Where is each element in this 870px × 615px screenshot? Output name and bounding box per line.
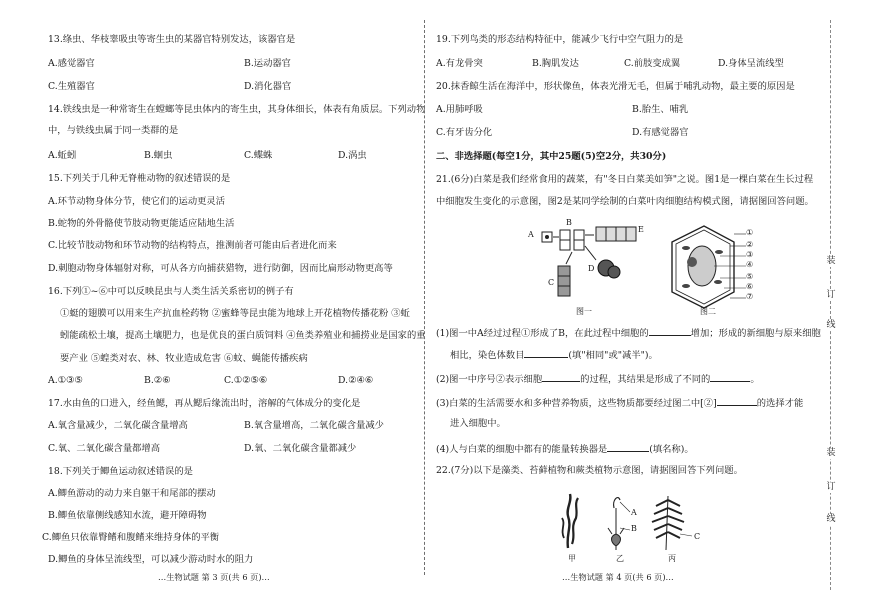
q20-option-c: C.有牙齿分化 xyxy=(436,127,493,138)
binding-mark-ding-2: 订 xyxy=(826,482,836,492)
q17-option-c: C.氧、二氧化碳含量都增高 xyxy=(48,443,161,454)
q21-sub1-blank-2[interactable] xyxy=(524,348,568,358)
q19-stem: 19.下列鸟类的形态结构特征中，能减少飞行中空气阻力的是 xyxy=(436,34,684,45)
q22-label-yi: 乙 xyxy=(616,554,624,563)
figure-1-svg xyxy=(536,222,656,312)
q21-sub4-text-b: (填名称)。 xyxy=(649,444,694,455)
q20-option-a: A.用肺呼吸 xyxy=(436,104,483,115)
q17-option-d: D.氧、二氧化碳含量都减少 xyxy=(244,443,357,454)
fig2-label-4: ④ xyxy=(746,260,754,269)
fig1-label-b: B xyxy=(566,218,572,227)
q22-stem: 22.(7分)以下是藻类、苔藓植物和蕨类植物示意图，请据图回答下列问题。 xyxy=(436,465,743,476)
q14-stem-line2: 中，与铁线虫属于同一类群的是 xyxy=(48,125,179,136)
fig2-label-2: ② xyxy=(746,240,754,249)
q14-option-b: B.蛔虫 xyxy=(144,150,173,161)
q14-option-c: C.蝶蛛 xyxy=(244,150,273,161)
q14-option-a: A.蚯蚓 xyxy=(48,150,77,161)
q19-option-c: C.前肢变成翼 xyxy=(624,58,681,69)
binding-mark-xian-2: 线 xyxy=(826,514,836,524)
q21-sub1-text-b: 增加；形成的新细胞与原来细胞 xyxy=(690,328,821,339)
binding-mark-zhuang-2: 装 xyxy=(826,448,836,458)
fig2-label-7: ⑦ xyxy=(746,292,754,301)
q20-option-b: B.胎生、哺乳 xyxy=(632,104,689,115)
q19-option-b: B.胸肌发达 xyxy=(532,58,579,69)
q21-sub1-text-d: (填"相同"或"减半")。 xyxy=(568,350,658,361)
figure-2-svg xyxy=(664,222,754,312)
q21-stem-line2: 中细胞发生变化的示意图，图2是某同学绘制的白菜叶肉细胞结构模式图，请据图回答问题。 xyxy=(436,196,814,207)
q21-sub1-text-a: (1)图一中A经过过程①形成了B，在此过程中细胞的 xyxy=(436,328,649,339)
fig1-label-c: C xyxy=(548,278,555,287)
q21-sub2-blank-1[interactable] xyxy=(542,372,580,382)
q21-sub1-line2 xyxy=(450,348,658,362)
q16-line3: 要产业 ⑤蝗类对农、林、牧业造成危害 ⑥蚊、蝇能传播疾病 xyxy=(60,353,308,364)
q16-option-c: C.①②⑤⑥ xyxy=(224,375,268,386)
q15-option-a: A.环节动物身体分节，使它们的运动更灵活 xyxy=(48,196,226,207)
q18-option-a: A.鲫鱼游动的动力来自躯干和尾部的摆动 xyxy=(48,488,216,499)
page-divider xyxy=(424,20,425,575)
fig2-label-5: ⑤ xyxy=(746,272,754,281)
q22-label-jia: 甲 xyxy=(568,554,576,563)
q21-sub4-text-a: (4)人与白菜的细胞中都有的能量转换器是 xyxy=(436,444,608,455)
q17-option-b: B.氧含量增高，二氧化碳含量减少 xyxy=(244,420,384,431)
q21-sub2-text-c: 。 xyxy=(750,374,760,385)
q14-stem-line1: 14.铁线虫是一种常寄生在螳螂等昆虫体内的寄生虫，其身体细长，体表有角质层。下列动物 xyxy=(48,104,426,115)
right-page-footer: …生物试题 第 4 页(共 6 页)… xyxy=(562,572,674,582)
q16-line2: 蚓能疏松土壤，提高土壤肥力，也是优良的蛋白质饲料 ④鱼类养殖业和捕捞业是国家的重 xyxy=(60,330,426,341)
q17-option-a: A.氧含量减少，二氧化碳含量增高 xyxy=(48,420,188,431)
q16-option-a: A.①③⑤ xyxy=(48,375,83,386)
q13-option-a: A.感觉器官 xyxy=(48,58,95,69)
figure-1-cell-division-diagram xyxy=(528,218,656,312)
q18-stem: 18.下列关于鲫鱼运动叙述错误的是 xyxy=(48,466,193,477)
fig2-label-3: ③ xyxy=(746,250,754,259)
q20-option-d: D.有感觉器官 xyxy=(632,127,689,138)
fig2-label-1: ① xyxy=(746,228,754,237)
q21-sub3-blank[interactable] xyxy=(717,396,757,406)
q18-option-b: B.鲫鱼依靠侧线感知水流，避开障碍物 xyxy=(48,510,207,521)
q15-stem: 15.下列关于几种无脊椎动物的叙述错误的是 xyxy=(48,173,231,184)
binding-line xyxy=(830,20,831,590)
binding-edge xyxy=(816,20,846,590)
fig1-label-e: E xyxy=(638,225,644,234)
q17-stem: 17.水由鱼的口进入，经鱼鳃，再从鳃后缘流出时，溶解的气体成分的变化是 xyxy=(48,398,361,409)
q22-part-label-b: B xyxy=(631,524,637,533)
q21-sub2-line xyxy=(436,372,760,386)
fig1-caption: 图一 xyxy=(576,307,592,316)
q16-stem: 16.下列①~⑥中可以反映昆虫与人类生活关系密切的例子有 xyxy=(48,286,294,297)
fig2-label-6: ⑥ xyxy=(746,282,754,291)
q21-sub4-blank[interactable] xyxy=(607,442,649,452)
q18-option-d: D.鲫鱼的身体呈流线型，可以减少游动时水的阻力 xyxy=(48,554,254,565)
q21-sub1-blank-1[interactable] xyxy=(649,326,691,336)
binding-mark-xian: 线 xyxy=(826,320,836,330)
q18-option-c: C.鲫鱼只依靠臀鳍和腹鳍来维持身体的平衡 xyxy=(42,532,220,543)
q21-sub2-text-a: (2)图一中序号②表示细胞 xyxy=(436,374,543,385)
figure-2-leaf-cell-diagram xyxy=(664,222,754,312)
q16-option-d: D.②④⑥ xyxy=(338,375,374,386)
q21-sub3-text-b: 的选择才能 xyxy=(756,398,804,409)
q13-option-b: B.运动器官 xyxy=(244,58,291,69)
q15-option-b: B.蛇物的外骨骼使节肢动物更能适应陆地生活 xyxy=(48,218,235,229)
q21-sub3-text-a: (3)白菜的生活需要水和多种营养物质，这些物质都要经过图二中[②] xyxy=(436,398,717,409)
q14-option-d: D.涡虫 xyxy=(338,150,367,161)
q21-sub4-line xyxy=(436,442,694,456)
q15-option-c: C.比较节肢动物和环节动物的结构特点，推测前者可能由后者进化而来 xyxy=(48,240,337,251)
q22-part-label-c: C xyxy=(694,532,701,541)
fig1-label-d: D xyxy=(588,264,595,273)
q13-option-c: C.生殖器官 xyxy=(48,81,95,92)
q15-option-d: D.刺胞动物身体辐射对称，可从各方向捕获猎物，进行防御，因而比扁形动物更高等 xyxy=(48,263,393,274)
q22-part-label-a: A xyxy=(631,508,637,517)
q16-line1: ①蜓的翅膜可以用来生产抗血栓药物 ②蜜蜂等昆虫能为地球上开花植物传播花粉 ③蚯 xyxy=(60,308,410,319)
q21-sub2-blank-2[interactable] xyxy=(710,372,750,382)
q22-label-bing: 丙 xyxy=(668,554,676,563)
q13-stem: 13.绦虫、华枝睾吸虫等寄生虫的某器官特别发达，该器官是 xyxy=(48,34,296,45)
q19-option-a: A.有龙骨突 xyxy=(436,58,483,69)
q21-sub3-line2: 进入细胞中。 xyxy=(450,418,506,429)
q22-plants-figure xyxy=(558,488,708,558)
section-2-heading: 二、非选择题(每空1分，其中25题(5)空2分，共30分) xyxy=(436,151,667,162)
q20-stem: 20.抹香鲸生活在海洋中，形状像鱼，体表光滑无毛，但属于哺乳动物，最主要的原因是 xyxy=(436,81,795,92)
q21-sub2-text-b: 的过程，其结果是形成了不同的 xyxy=(580,374,711,385)
q21-sub1-line1 xyxy=(436,326,821,340)
fig1-label-a: A xyxy=(528,230,534,239)
q19-option-d: D.身体呈流线型 xyxy=(718,58,784,69)
q13-option-d: D.消化器官 xyxy=(244,81,292,92)
binding-mark-zhuang: 装 xyxy=(826,256,836,266)
q21-sub3-line1 xyxy=(436,396,803,410)
q21-sub1-text-c: 相比，染色体数目 xyxy=(450,350,525,361)
q22-plants-svg xyxy=(558,488,708,558)
left-page-footer: …生物试题 第 3 页(共 6 页)… xyxy=(158,572,270,582)
fig2-caption: 图二 xyxy=(700,307,716,316)
q21-stem-line1: 21.(6分)白菜是我们经常食用的蔬菜，有"冬日白菜美如笋"之说。图1是一棵白菜在生长过程 xyxy=(436,174,814,185)
binding-mark-ding: 订 xyxy=(826,290,836,300)
q16-option-b: B.②⑥ xyxy=(144,375,171,386)
